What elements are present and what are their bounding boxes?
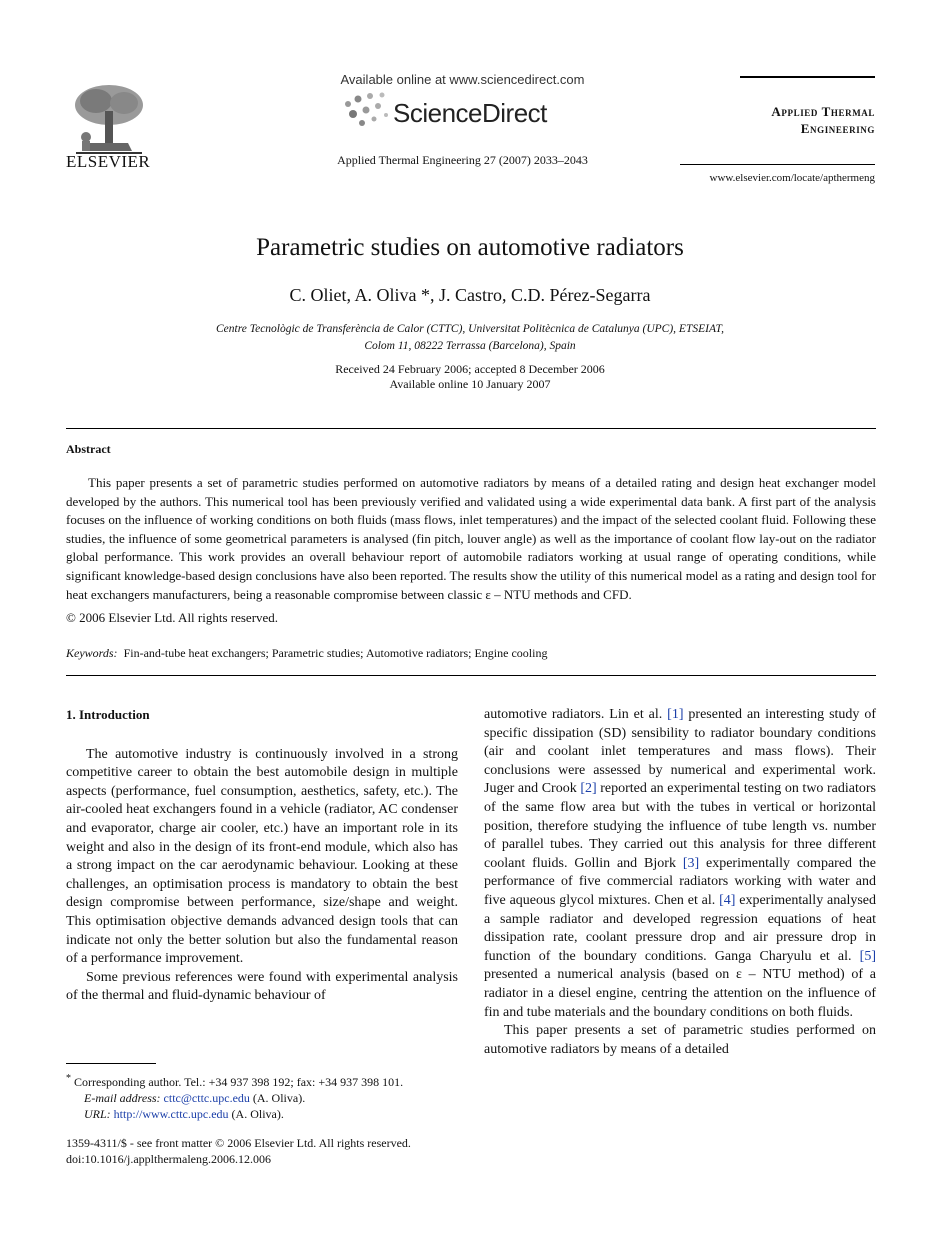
abstract-body: This paper presents a set of parametric studies performed on automotive radiators by means of a detailed rating and design heat exchanger model developed by the authors. This numerical tool has been previously verified and validated using a wide experimental data bank. A first part of the analysis focuses on the influence of working conditions on both fluids (mass flows, inlet temperatures) and the impact of the selected coolant fluid. Following these studies, the influence of some geometrical parameters is analysed (fin pitch, louver angle) as well as the importance of coolant flow lay-out on the radiator global performance. This work provides an overall behaviour report of automobile radiators working at usual range of operating conditions, while significant knowledge-based design conclusions have also been reported. The results show the utility of this numerical model as a rating and design tool for heat exchangers manufacturers, being a reasonable compromise between classic ε – NTU methods and CFD. xyxy=(66,475,876,602)
sciencedirect-brand: ScienceDirect xyxy=(393,98,547,128)
header-rule xyxy=(680,164,875,165)
abstract-top-rule xyxy=(66,428,876,429)
reference-link-2[interactable]: [2] xyxy=(580,781,597,797)
url-link[interactable]: http://www.cttc.upc.edu xyxy=(113,1107,229,1121)
keywords-label: Keywords: xyxy=(66,646,118,660)
available-online-text: Available online at www.sciencedirect.com xyxy=(340,72,585,87)
keywords-text: Fin-and-tube heat exchangers; Parametric studies; Automotive radiators; Engine cooling xyxy=(123,646,548,660)
journal-citation: Applied Thermal Engineering 27 (2007) 2033–2043 xyxy=(337,153,588,167)
issn-line: 1359-4311/$ - see front matter © 2006 Elsevier Ltd. All rights reserved. xyxy=(66,1136,411,1150)
journal-name: Applied Thermal Engineering xyxy=(771,104,875,136)
abstract-heading: Abstract xyxy=(66,442,111,456)
intro-paragraph-2-cont: automotive radiators. Lin et al. [1] presented an interesting study of specific dissipation (SD) sensibility to radiator boundary conditions (air and coolant inlet temperatures and mass flows). Their conclusions were assessed by numerical and experimental work. Juger and Crook [2] reported an experimental testing on two radiators of the same flow area but with the tubes in vertical or horizontal position, therefore studying the influence of tube length vs. number of parallel tubes. They carried out this analysis for three different coolant fluids. Gollin and Bjork [3] experimentally compared the performance of five commercial radiators working with water and five aqueous glycol mixtures. Chen et al. [4] experimentally analysed a sample radiator and developed regression equations of heat dissipation rate, coolant pressure drop and air pressure drop in function of the boundary conditions. Ganga Charyulu et al. [5] presented a numerical analysis (based on ε – NTU method) of a radiator in a diesel engine, centring the attention on the influence of fin and tube materials and the boundary conditions on both fluids. xyxy=(484,707,876,1020)
abstract-bottom-rule xyxy=(66,675,876,676)
email-link[interactable]: cttc@cttc.upc.edu xyxy=(163,1091,250,1105)
keywords xyxy=(66,646,547,661)
intro-paragraph-3: This paper presents a set of parametric studies performed on automotive radiators by means of a detailed xyxy=(484,1023,876,1057)
reference-link-5[interactable]: [5] xyxy=(859,948,876,964)
footnote: * Corresponding author. Tel.: +34 937 398 192; fax: +34 937 398 101. E-mail address: cttc@cttc.upc.edu (A. Oliva). URL: http://www.cttc.upc.edu (A. Oliva). xyxy=(66,1073,404,1121)
abstract-copyright: © 2006 Elsevier Ltd. All rights reserved. xyxy=(66,610,279,625)
article-title: Parametric studies on automotive radiators xyxy=(256,234,684,261)
footnote-rule xyxy=(66,1063,156,1064)
journal-name-rule xyxy=(740,76,875,78)
intro-paragraph-1: The automotive industry is continuously involved in a strong competitive career to obtain the best automobile design in multiple aspects (performance, fuel consumption, aesthetics, safety, etc.). The air-cooled heat exchangers found in a vehicle (radiator, AC condenser and evaporator, charge air cooler, etc.) have an important role in its weight and also in the design of its front-end module, which also has a strong impact on the car aerodynamic behaviour. Looking at these challenges, an optimisation process is mandatory to obtain the best design compromise between performance, size/shape and weight. This optimisation objective demands advanced design tools that can indicate not only the better solution but also the fundamental reason of a performance improvement. xyxy=(66,746,458,967)
article-dates: Received 24 February 2006; accepted 8 December 2006 Available online 10 January 2007 xyxy=(335,362,605,391)
left-column xyxy=(66,706,458,1006)
front-matter xyxy=(66,1135,411,1167)
reference-link-3[interactable]: [3] xyxy=(682,855,700,871)
reference-link-1[interactable]: [1] xyxy=(667,707,684,722)
section-heading: 1. Introduction xyxy=(66,707,150,722)
publisher-name: ELSEVIER xyxy=(66,152,151,171)
doi-line: doi:10.1016/j.applthermaleng.2006.12.006 xyxy=(66,1152,271,1166)
reference-link-4[interactable]: [4] xyxy=(719,892,736,908)
article-authors: C. Oliet, A. Oliva *, J. Castro, C.D. Pérez-Segarra xyxy=(289,285,651,305)
author-affiliation: Centre Tecnològic de Transferència de Calor (CTTC), Universitat Politècnica de Catalunya (UPC), ETSEIAT, Colom 11, 08222 Terrassa (Barcelona), Spain xyxy=(216,323,724,352)
right-column xyxy=(484,706,876,1059)
intro-paragraph-2: Some previous references were found with experimental analysis of the thermal and fluid-dynamic behaviour of xyxy=(66,969,458,1004)
journal-url: www.elsevier.com/locate/apthermeng xyxy=(709,172,875,184)
